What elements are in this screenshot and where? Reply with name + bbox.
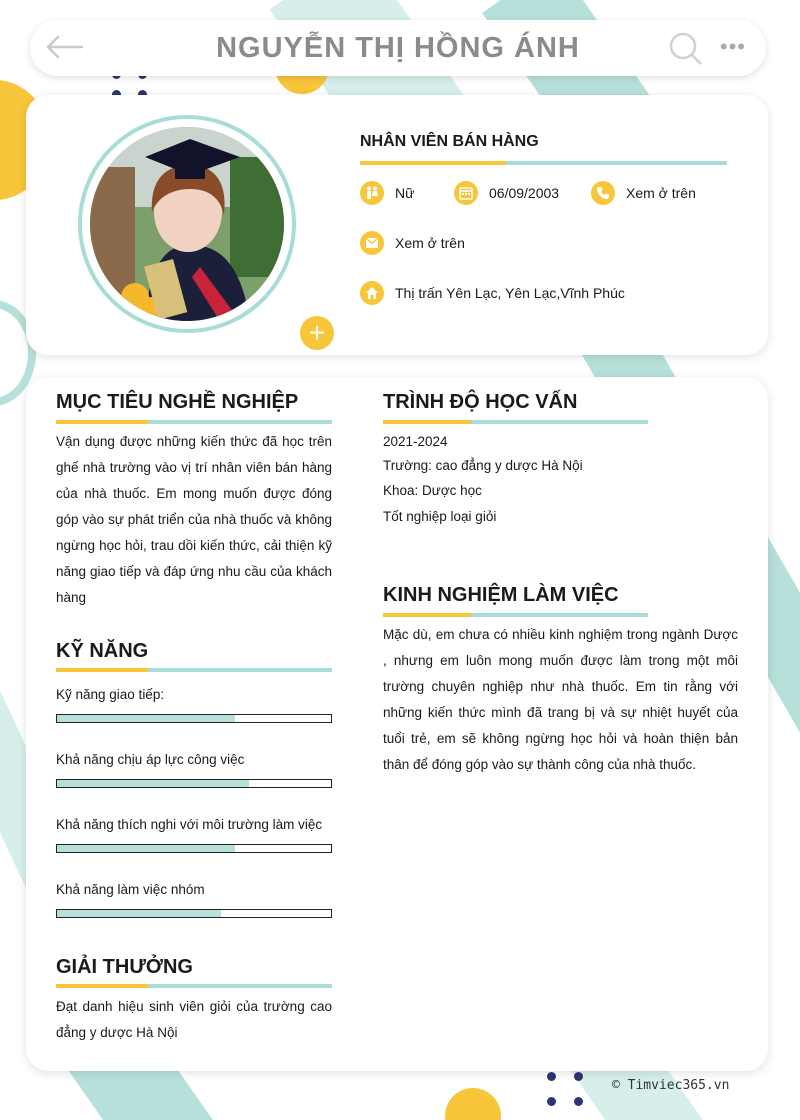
heading-underline xyxy=(471,613,648,617)
page-title: NGUYỄN THỊ HỒNG ÁNH xyxy=(216,32,580,64)
heading-underline xyxy=(471,420,648,424)
education-years: 2021-2024 xyxy=(383,434,448,449)
skill-bar xyxy=(56,909,332,918)
skill-bar-fill xyxy=(57,910,221,917)
skills-heading: KỸ NĂNG xyxy=(56,640,149,662)
skill-bar xyxy=(56,714,332,723)
heading-underline-accent xyxy=(56,984,148,988)
education-faculty: Khoa: Dược học xyxy=(383,483,482,498)
heading-underline-accent xyxy=(56,420,148,424)
skill-item xyxy=(56,817,332,832)
awards-heading: GIẢI THƯỞNG xyxy=(56,956,193,978)
avatar-frame xyxy=(78,115,326,348)
phone-value: Xem ở trên xyxy=(626,185,696,201)
heading-underline-accent xyxy=(383,420,471,424)
heading-underline-accent xyxy=(56,668,148,672)
skill-bar xyxy=(56,779,332,788)
phone-info xyxy=(591,181,696,205)
avatar[interactable] xyxy=(90,127,284,321)
content-card xyxy=(26,377,768,1071)
header-bar xyxy=(30,20,766,76)
skill-bar-fill xyxy=(57,715,235,722)
job-title: NHÂN VIÊN BÁN HÀNG xyxy=(360,133,539,150)
heading-underline-accent xyxy=(383,613,471,617)
email-icon xyxy=(360,231,384,255)
heading-underline xyxy=(148,668,332,672)
more-icon[interactable]: ••• xyxy=(719,34,746,59)
gender-icon xyxy=(360,181,384,205)
search-icon[interactable] xyxy=(668,31,704,72)
education-school: Trường: cao đẳng y dược Hà Nội xyxy=(383,458,583,473)
email-value: Xem ở trên xyxy=(395,235,465,251)
education-result: Tốt nghiệp loại giỏi xyxy=(383,509,497,524)
heading-underline xyxy=(148,984,332,988)
birthday-info xyxy=(454,181,559,205)
address-value: Thị trấn Yên Lạc, Yên Lạc,Vĩnh Phúc xyxy=(395,285,625,301)
add-icon[interactable]: + xyxy=(300,316,334,350)
email-info xyxy=(360,231,465,255)
profile-card xyxy=(26,95,768,355)
watermark: © Timviec365.vn xyxy=(612,1078,730,1093)
skill-item xyxy=(56,752,332,767)
phone-icon xyxy=(591,181,615,205)
skill-bar-fill xyxy=(57,845,235,852)
skill-bar xyxy=(56,844,332,853)
awards-text: Đạt danh hiệu sinh viên giỏi của trường cao đẳng y dược Hà Nội xyxy=(56,999,332,1040)
gender-value: Nữ xyxy=(395,185,415,201)
skill-item xyxy=(56,882,332,897)
skill-label: Kỹ năng giao tiếp: xyxy=(56,687,165,702)
objective-heading: MỤC TIÊU NGHỀ NGHIỆP xyxy=(56,391,299,413)
address-info xyxy=(360,281,625,305)
education-heading: TRÌNH ĐỘ HỌC VẤN xyxy=(383,391,578,413)
gender-info xyxy=(360,181,414,205)
skill-item xyxy=(56,687,332,702)
heading-underline xyxy=(148,420,332,424)
title-underline xyxy=(506,161,727,165)
home-icon xyxy=(360,281,384,305)
experience-text: Mặc dù, em chưa có nhiều kinh nghiệm trong ngành Dược , nhưng em luôn mong muốn được làm trong một môi trường chuyên nghiệp như nhà thuốc. Em tin rằng với những kiến thức mình đã trang bị và sự nhiệt huyết của tuổi trẻ, em sẽ không ngừng học hỏi và hoàn thiện bản thân để đóng góp vào sự thành công của nhà thuốc. xyxy=(383,627,738,772)
skill-label: Khả năng làm việc nhóm xyxy=(56,882,205,897)
title-underline-accent xyxy=(360,161,506,165)
skill-label: Khả năng chịu áp lực công việc xyxy=(56,752,245,767)
birthday-value: 06/09/2003 xyxy=(489,185,560,201)
skill-label: Khả năng thích nghi với môi trường làm việc xyxy=(56,817,323,832)
calendar-icon xyxy=(454,181,478,205)
experience-heading: KINH NGHIỆM LÀM VIỆC xyxy=(383,584,619,606)
skill-bar-fill xyxy=(57,780,249,787)
objective-text: Vận dụng được những kiến thức đã học trên ghế nhà trường vào vị trí nhân viên bán hàng của nhà thuốc. Em mong muốn được đóng góp vào sự phát triển của nhà thuốc và không ngừng học hỏi, trau dồi kiến thức, cải thiện kỹ năng giao tiếp và đáp ứng nhu cầu của khách hàng xyxy=(56,434,332,605)
